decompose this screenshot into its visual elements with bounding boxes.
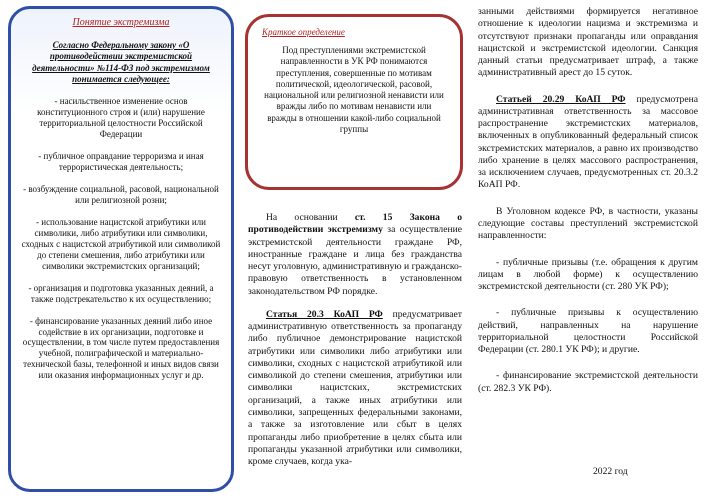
- paragraph-continuation: занными действиями формируется негативное отношение к идеологии нацизма и экстремизма и отсутствуют признаки пропаганды или оправдания нацистской и экстремистской идеологии. Санкция данный статьи предусматривает штраф, а также административный арест до 15 суток.: [478, 6, 698, 79]
- list-item: - публичные призывы (т.е. обращения к другим лицам в любой форме) к осуществлению экстремистской деятельности (ст. 280 УК РФ);: [478, 256, 698, 293]
- panel-title: Понятие экстремизма: [72, 17, 170, 28]
- extremism-concept-panel: [8, 6, 234, 492]
- law-reference: ст. 15 Закона о противодействии экстремизму: [248, 212, 462, 236]
- definition-title: Краткое определение: [262, 27, 345, 37]
- list-item: - публичное оправдание терроризма и иная террористическая деятельность;: [38, 150, 204, 172]
- list-item: - организация и подготовка указанных деяний, а также подстрекательство к их осуществлению;: [28, 282, 214, 304]
- article-reference: Статьей 20.29 КоАП РФ: [496, 93, 626, 105]
- right-column: [478, 6, 698, 406]
- para-text: за осуществление экстремистской деятельности граждане РФ, иностранные граждане и лица без гражданства несут уголовную, административную и гражданско-правовую ответственность в установленном законодательством РФ порядке.: [248, 224, 463, 297]
- para-text: предусматривает административную ответственность за пропаганду либо публичное демонстрирование нацистской атрибутики или символики либо атрибутики или символики, сходных с нацистской атрибутикой или символикой до степени смешения, атрибутики или символики нацистских, экстремистских организаций, а также иных атрибутики или символики, запрещенных федеральными законами, а также за изготовление или сбыт в целях пропаганды либо приобретение в целях сбыта или пропаганды указанной атрибутики или символики, кроме случаев, когда ука-: [248, 308, 462, 468]
- article-reference: Статья 20.3 КоАП РФ: [266, 308, 383, 320]
- middle-column: [248, 212, 462, 479]
- paragraph-article-20-3: [248, 309, 462, 468]
- para-text: предусмотрена административная ответственность за массовое распространение экстремистских материалов, включенных в опубликованный федеральный список экстремистских материалов, а равно их производство либо хранение в целях массового распространения, за исключением случаев, предусмотренных ст. 20.3.2 КоАП РФ.: [478, 93, 698, 191]
- definition-text: Под преступлениями экстремистской направленности в УК РФ понимаются преступления, совершенные по мотивам политической, идеологической, расовой, национальной или религиозной ненависти или вражды либо по мотивам ненависти или вражды в отношении какой-либо социальной группы: [264, 45, 444, 134]
- paragraph-law-15: [248, 212, 462, 298]
- list-item: - финансирование экстремистской деятельности (ст. 282.3 УК РФ).: [478, 370, 698, 394]
- list-item: - публичные призывы к осуществлению действий, направленных на нарушение территориальной целостности Российской Федерации (ст. 280.1 УК РФ); и другие.: [478, 307, 698, 356]
- list-item: - использование нацистской атрибутики или символики, либо атрибутики или символики, сходных с нацистской атрибутикой или символикой до степени смешения, либо атрибутики или символики экстремистских организаций;: [21, 216, 221, 271]
- paragraph-article-20-29: [478, 94, 698, 192]
- list-item: - насильственное изменение основ конституционного строя и (или) нарушение территориальной целостности Российской Федерации: [37, 96, 205, 139]
- list-item: - финансирование указанных деяний либо иное содействие в их организации, подготовке и осуществлении, в том числе путем предоставления учебной, полиграфической и материально-технической базы, телефонной и иных видов связи или оказания информационных услуг и др.: [22, 315, 220, 381]
- list-item: - возбуждение социальной, расовой, национальной или религиозной розни;: [23, 183, 219, 205]
- law-intro: Согласно Федеральному закону «О противодействии экстремистской деятельности» №114-ФЗ под экстремизмом понимается следующее:: [32, 40, 210, 84]
- year-label: 2022 год: [593, 466, 628, 477]
- para-prefix: На основании: [266, 212, 355, 223]
- short-definition-box: [245, 14, 463, 190]
- paragraph-criminal-code: В Уголовном кодексе РФ, в частности, указаны следующие составы преступлений экстремистской направленности:: [478, 205, 698, 242]
